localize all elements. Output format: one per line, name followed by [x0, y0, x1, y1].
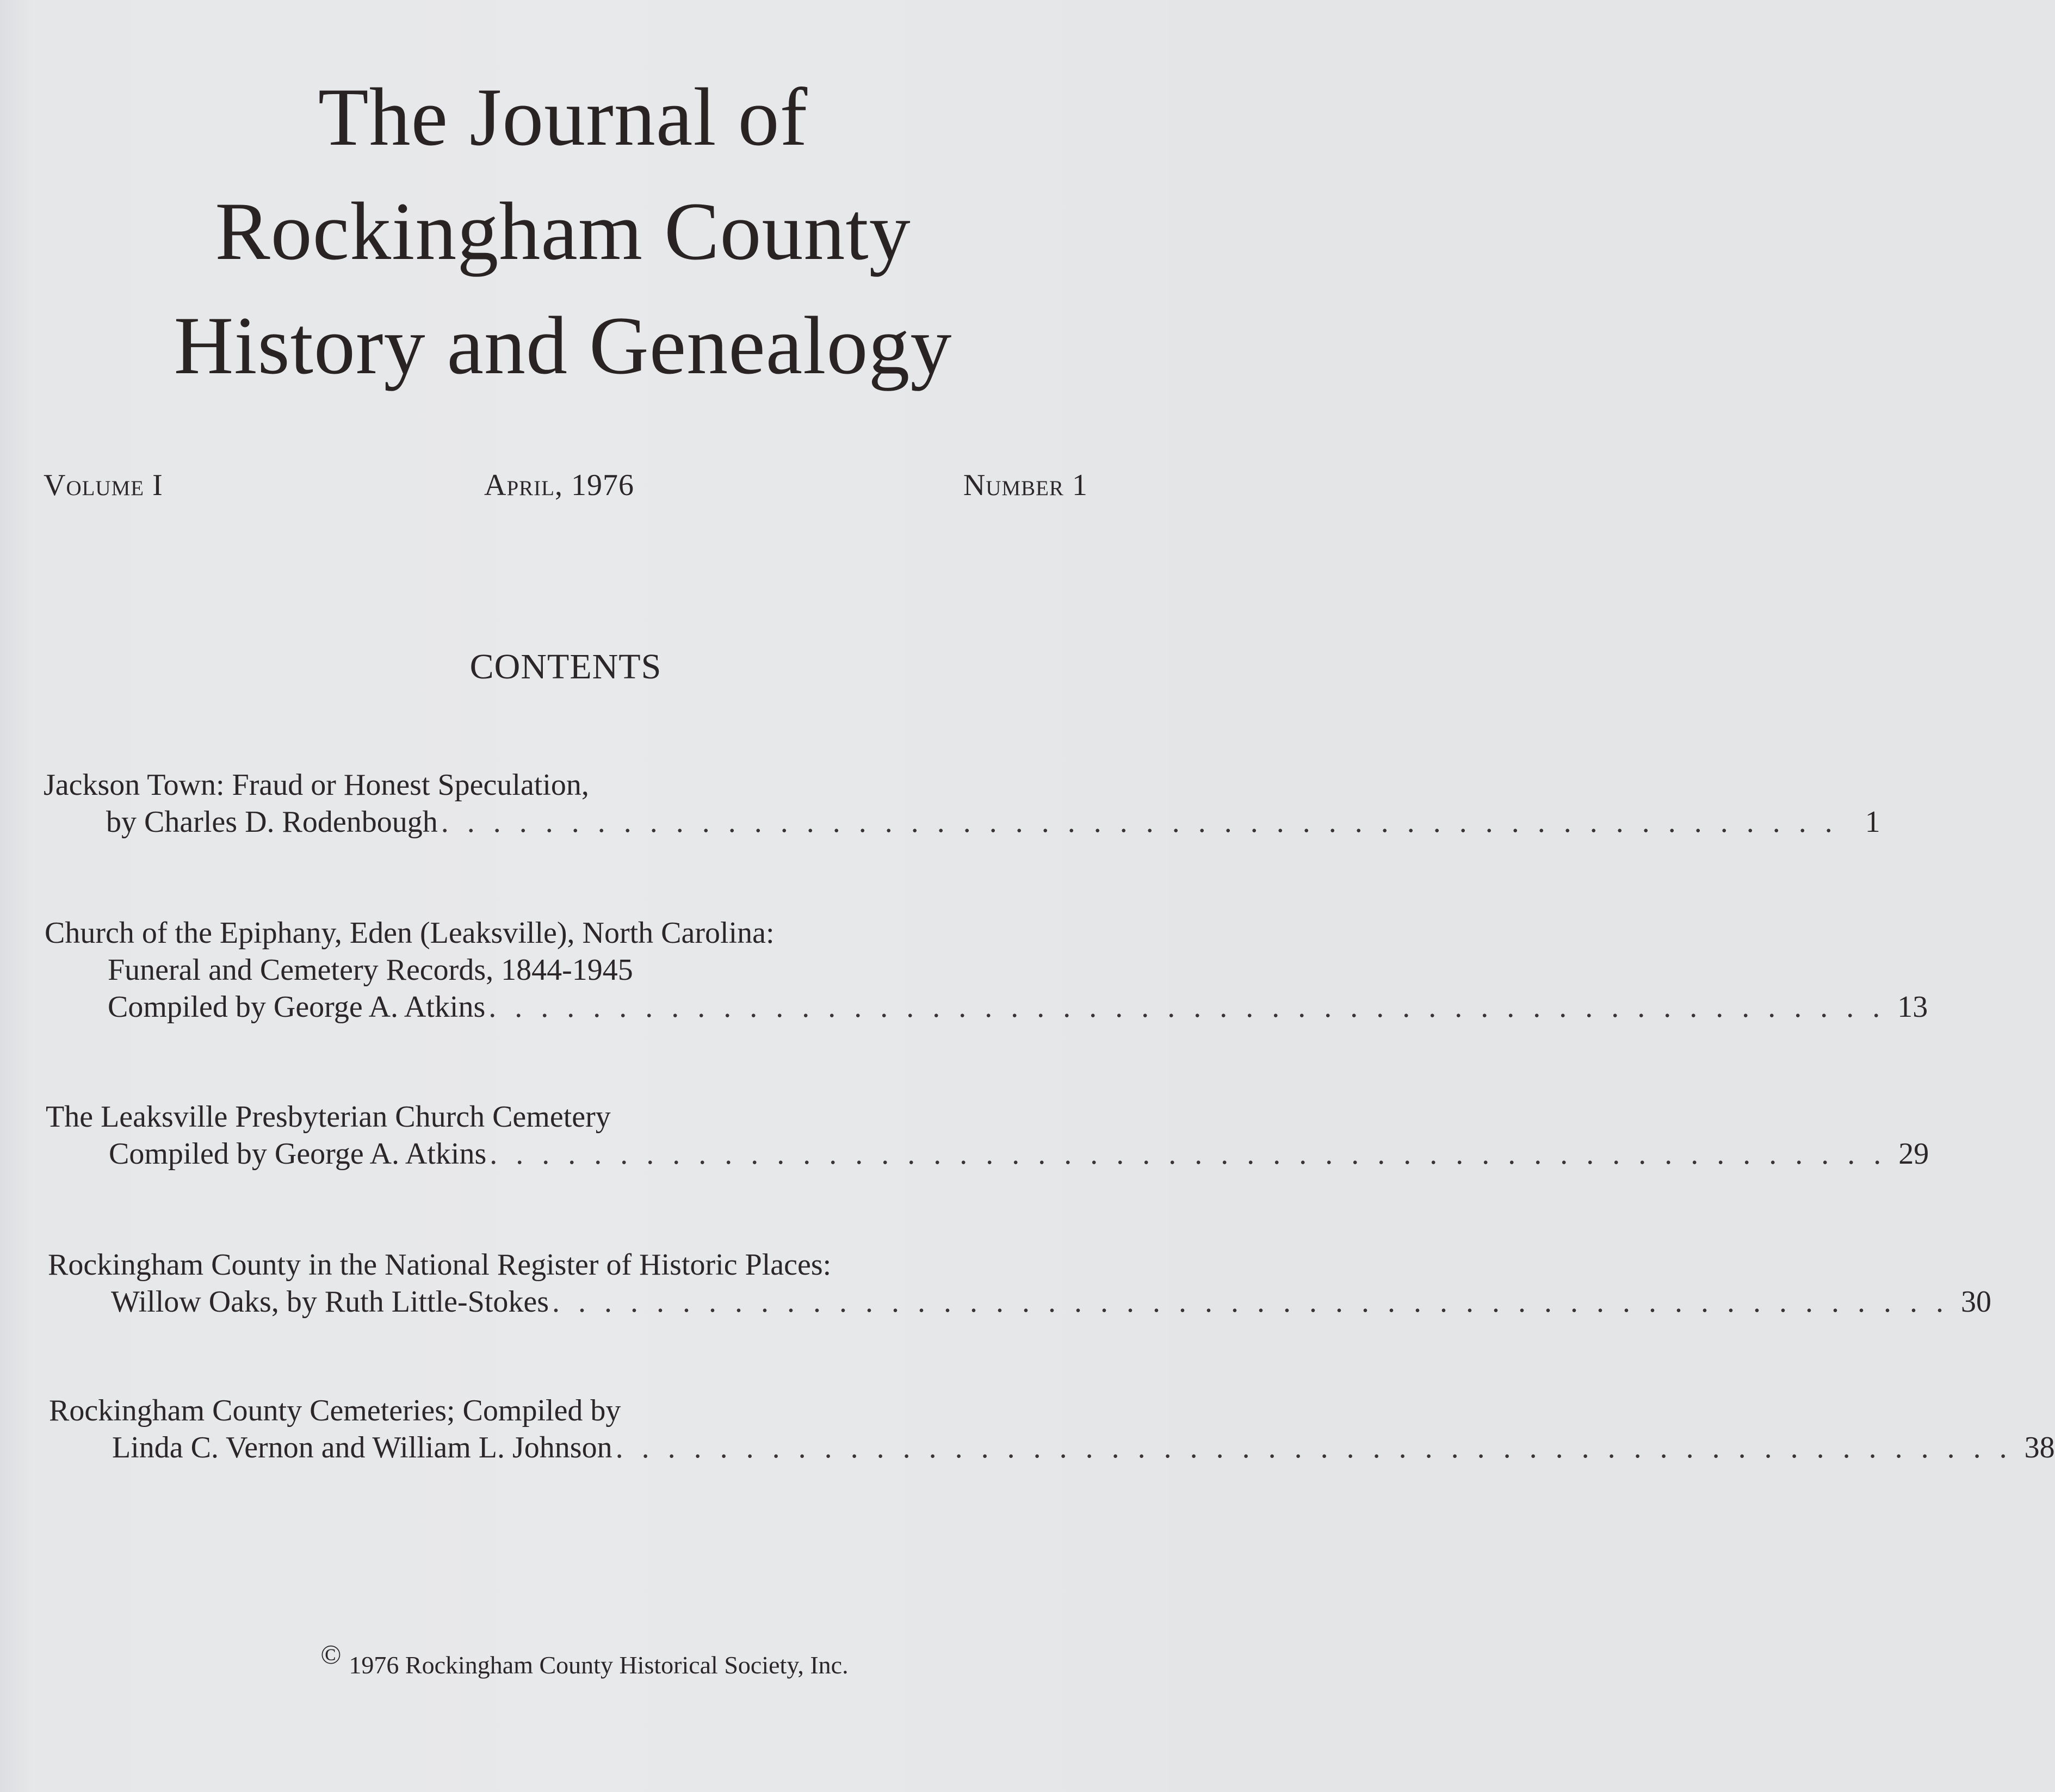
- toc-entry-1-byline: [106, 803, 1880, 841]
- copyright-text: 1976 Rockingham County Historical Society, Inc.: [349, 1651, 849, 1679]
- toc-entry-5-author: Linda C. Vernon and William L. Johnson: [112, 1431, 612, 1465]
- toc-entry-2-author: Compiled by George A. Atkins: [108, 990, 486, 1024]
- title-line-2: Rockingham County: [215, 186, 911, 277]
- issue-date: April, 1976: [484, 468, 634, 502]
- toc-entry-4-page: 30: [1961, 1285, 1992, 1319]
- toc-entry-2-title: Church of the Epiphany, Eden (Leaksville), North Carolina:: [45, 916, 775, 950]
- toc-entry-1-author: by Charles D. Rodenbough: [106, 805, 438, 839]
- dot-leader: . . . . . . . . . . . . . . . . . . . . . . . . . . . . . . . . . . . . . . . . . . . . . . . . . . . . . .: [488, 990, 1886, 1024]
- toc-entry-2-byline: [108, 988, 1928, 1026]
- toc-entry-2-page: 13: [1897, 990, 1928, 1024]
- volume-label: Volume I: [44, 468, 163, 502]
- toc-entry-3-title: The Leaksville Presbyterian Church Cemetery: [46, 1100, 611, 1134]
- dot-leader: . . . . . . . . . . . . . . . . . . . . . . . . . . . . . . . . . . . . . . . . . . . . . . . . . . . . . .: [615, 1431, 2013, 1465]
- title-line-3: History and Genealogy: [174, 300, 952, 391]
- toc-entry-4-byline: [111, 1283, 1992, 1321]
- toc-entry-2-subtitle: Funeral and Cemetery Records, 1844-1945: [108, 953, 633, 987]
- dot-leader: . . . . . . . . . . . . . . . . . . . . . . . . . . . . . . . . . . . . . . . . . . . . . . . . . . . . . .: [441, 805, 1838, 839]
- dot-leader: . . . . . . . . . . . . . . . . . . . . . . . . . . . . . . . . . . . . . . . . . . . . . . . . . . . . . .: [552, 1285, 1949, 1319]
- copyright-symbol: ©: [320, 1639, 342, 1670]
- number-label: Number 1: [963, 468, 1088, 502]
- title-line-1: The Journal of: [318, 71, 808, 163]
- toc-entry-5-byline: [112, 1429, 2055, 1467]
- copyright-notice: [0, 1639, 1169, 1680]
- contents-heading: CONTENTS: [469, 647, 662, 687]
- toc-entry-5-page: 38: [2024, 1431, 2055, 1465]
- toc-entry-3-author: Compiled by George A. Atkins: [109, 1137, 487, 1171]
- toc-entry-3-byline: [109, 1135, 1929, 1173]
- toc-entry-4-author: Willow Oaks, by Ruth Little-Stokes: [111, 1285, 549, 1319]
- dot-leader: . . . . . . . . . . . . . . . . . . . . . . . . . . . . . . . . . . . . . . . . . . . . . . . . . . . . . .: [490, 1137, 1887, 1171]
- toc-entry-1-page: 1: [1865, 805, 1880, 839]
- toc-entry-3-page: 29: [1898, 1137, 1929, 1171]
- toc-entry-4-title: Rockingham County in the National Register of Historic Places:: [48, 1248, 832, 1282]
- toc-entry-1-title: Jackson Town: Fraud or Honest Speculation,: [44, 768, 589, 802]
- toc-entry-5-title: Rockingham County Cemeteries; Compiled by: [49, 1394, 621, 1428]
